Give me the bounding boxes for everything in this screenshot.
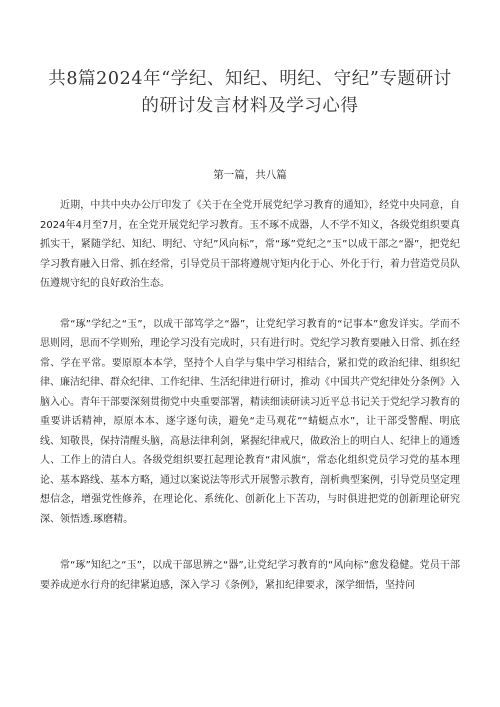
document-title: 共8篇2024年“学纪、知纪、明纪、守纪”专题研讨的研讨发言材料及学习心得 xyxy=(48,69,452,116)
paragraph-2: 常“琢”学纪之“玉”，以成干部笃学之“器”，让党纪学习教育的“记事本”愈发详实。学而不思则罔，思而不学则殆，理论学习没有完成时，只有进行时。党纪学习教育要融入日常、抓在经常、学在平常。要原原本本学，坚持个人自学与集中学习相结合，紧扣党的政治纪律、组织纪律、廉洁纪律、群众纪律、工作纪律、生活纪律进行研讨，推动《中国共产党纪律处分条例》入脑入心。青年干部要深刻贯彻党中央重要部署，精读细读研读习近平总书记关于党纪学习教育的重要讲话精神，原原本本、逐字逐句读，避免“走马观花”“蜻蜓点水”，让干部受警醒、明底线、知敬畏，保持清醒头脑，高悬法律利剑，紧握纪律戒尺，做政治上的明白人、纪律上的通透人、工作上的清白人。各级党组织要扛起理论教育“肃风旗“，常态化组织党员学习党的基本理论、基本路线、基本方略，通过以案说法等形式开展警示教育，剖析典型案例，引导党员坚定理想信念，增强党性修养，在理论化、系统化、创新化上下苦功，与时俱进把党的创新理论研究深、领悟透.琢磨精。 xyxy=(40,318,460,525)
paragraph-3: 常“琢”知纪之“玉”，以成干部思辨之“器”,让党纪学习教育的“风向标”愈发稳健。党员干部要养成逆水行舟的纪律紧迫感，深入学习《条例》，紧扣纪律要求，深学细悟，坚持问 xyxy=(40,560,460,591)
paragraph-1: 近期，中共中央办公厅印发了《关于在全党开展党纪学习教育的通知》，经党中央同意，自2024年4月至7月，在全党开展党纪学习教育。玉不琢不成器，人不学不知义，各级党组织要真抓实干，紧随学纪、知纪、明纪、守纪”风向标”，常“琢”党纪之“玉”以成干部之“器”，把党纪学习教育融入日常、抓在经常，引导党员干部将遵规守矩内化于心、外化于行，着力营造党员队伍遵规守纪的良好政治生态。 xyxy=(40,200,460,289)
section-heading: 第一篇，共八篇 xyxy=(213,169,287,181)
